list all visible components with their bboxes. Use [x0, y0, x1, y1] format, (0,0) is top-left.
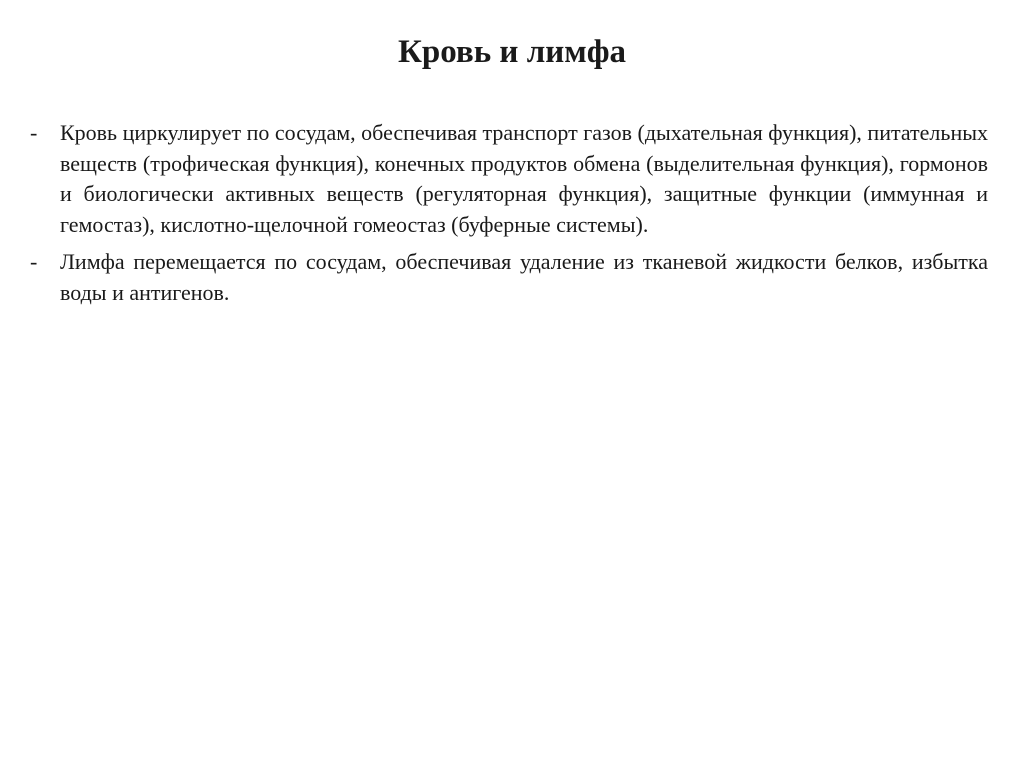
slide-title: Кровь и лимфа [397, 34, 627, 70]
bullet-marker: - [30, 120, 38, 145]
bullet-list [30, 118, 988, 315]
bullet-text: Лимфа перемещается по сосудам, обеспечивая удаление из тканевой жидкости белков, избытка воды и антигенов. [60, 249, 988, 305]
bullet-marker: - [30, 249, 38, 274]
bullet-item-lymph [30, 247, 988, 308]
bullet-item-blood [30, 118, 988, 240]
bullet-text: Кровь циркулирует по сосудам, обеспечивая транспорт газов (дыхательная функция), питательных веществ (трофическая функция), конечных продуктов обмена (выделительная функция), гормонов и биологически активных веществ (регуляторная функция), защитные функции (иммунная и гемостаз), кислотно-щелочной гомеостаз (буферные системы). [60, 120, 988, 237]
